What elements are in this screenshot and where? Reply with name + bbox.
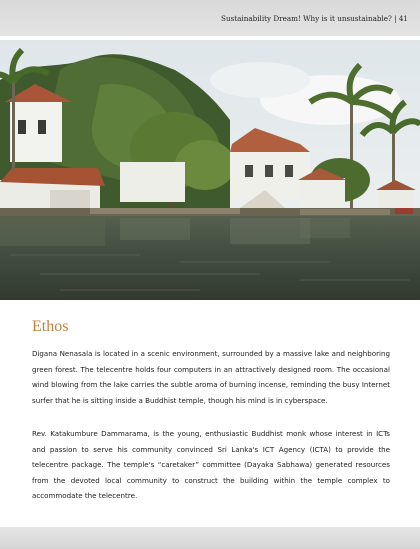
footer-band [0, 527, 420, 549]
running-header: Sustainability Dream! Why is it unsustainable? | 41 [221, 14, 408, 23]
body-paragraph-2: Rev. Katakumbure Dammarama, is the young, enthusiastic Buddhist monk whose interest in ICTs and passion to serve his community convinced Sri Lanka's ICT Agency (ICTA) to provide the telecentre package. The temple's “caretaker” committee (Dayaka Sabhawa) generated resources from the devoted local community to construct the building within the temple complex to accommodate the telecentre. [32, 429, 390, 501]
lakeside-temple-photo [0, 40, 420, 300]
header-band [0, 0, 420, 36]
section-heading: Ethos [32, 318, 69, 335]
body-paragraph-1: Digana Nenasala is located in a scenic environment, surrounded by a massive lake and neighboring green forest. The telecentre holds four computers in an attractively designed room. The occasional wind blowing from the lake carries the subtle aroma of burning incense, reminding the busy Internet surfer that he is sitting inside a Buddhist temple, though his mind is in cyberspace. [32, 349, 390, 405]
